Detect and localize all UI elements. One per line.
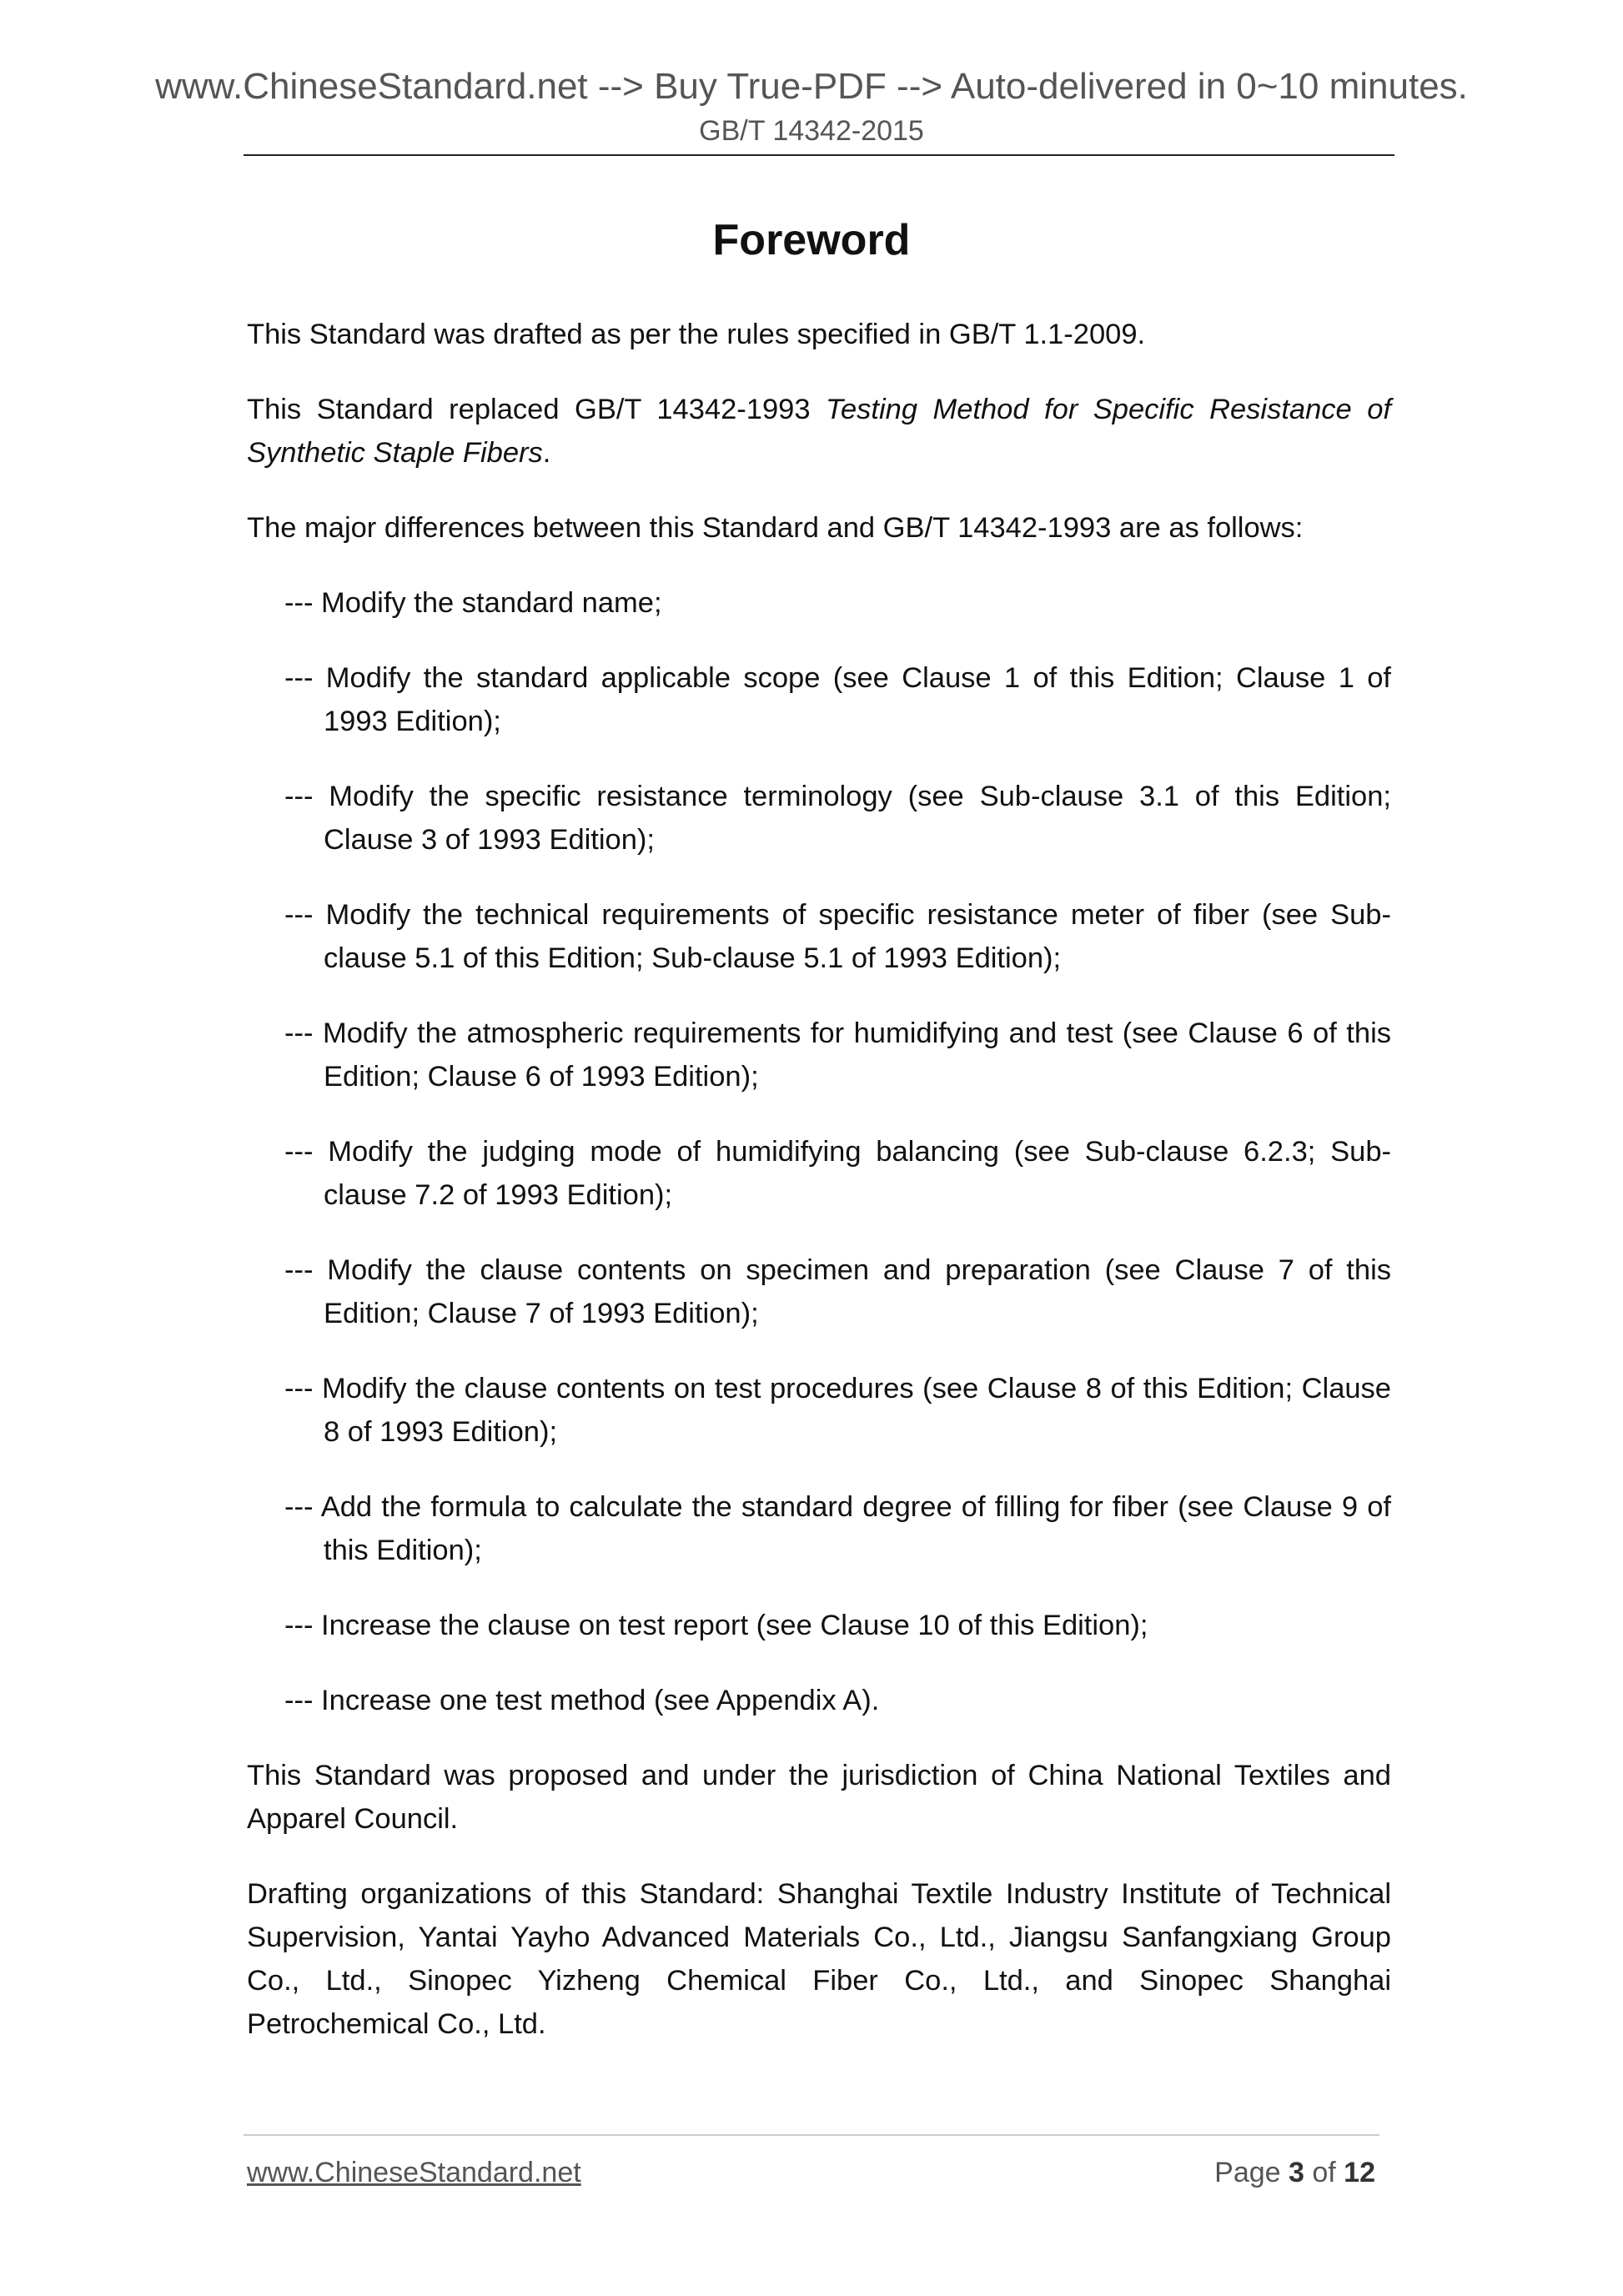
- replaced-standard-paragraph: [247, 388, 1391, 475]
- document-body: [247, 313, 1391, 2077]
- list-item: --- Modify the specific resistance terminology (see Sub-clause 3.1 of this Edition; Clause 3 of 1993 Edition);: [284, 781, 1391, 856]
- page-total: 12: [1344, 2157, 1375, 2188]
- differences-list: [247, 581, 1391, 1722]
- footer-divider: [244, 2134, 1379, 2136]
- list-item: --- Modify the standard applicable scope (see Clause 1 of this Edition; Clause 1 of 1993 Edition);: [284, 662, 1391, 737]
- list-item: --- Add the formula to calculate the standard degree of filling for fiber (see Clause 9 of this Edition);: [284, 1491, 1391, 1566]
- page-label: Page: [1214, 2157, 1289, 2188]
- list-item: --- Increase the clause on test report (see Clause 10 of this Edition);: [284, 1610, 1148, 1641]
- page-header: [0, 63, 1623, 150]
- list-item: --- Modify the clause contents on test procedures (see Clause 8 of this Edition; Clause 8 of 1993 Edition);: [284, 1373, 1391, 1448]
- jurisdiction-paragraph: This Standard was proposed and under the jurisdiction of China National Textiles and Apparel Council.: [247, 1760, 1391, 1835]
- page-of-label: of: [1304, 2157, 1344, 2188]
- header-standard-code: GB/T 14342-2015: [699, 115, 924, 147]
- list-item: --- Modify the technical requirements of specific resistance meter of fiber (see Sub-clause 5.1 of this Edition; Sub-clause 5.1 of 1993 Edition);: [284, 899, 1391, 974]
- list-item: --- Modify the judging mode of humidifying balancing (see Sub-clause 6.2.3; Sub-clause 7.2 of 1993 Edition);: [284, 1136, 1391, 1211]
- list-item: --- Modify the clause contents on specimen and preparation (see Clause 7 of this Edition; Clause 7 of 1993 Edition);: [284, 1254, 1391, 1329]
- replaced-standard-title: Testing Method for Specific Resistance of Synthetic Staple Fibers: [247, 394, 1391, 469]
- replaced-suffix-text: .: [542, 437, 551, 469]
- page-number: [1214, 2153, 1375, 2192]
- page-title: Foreword: [712, 216, 911, 264]
- replaced-prefix-text: This Standard replaced GB/T 14342-1993: [247, 394, 827, 425]
- differences-intro-paragraph: The major differences between this Standard and GB/T 14342-1993 are as follows:: [247, 512, 1304, 544]
- footer-website-link[interactable]: www.ChineseStandard.net: [247, 2157, 581, 2188]
- list-item: --- Modify the atmospheric requirements for humidifying and test (see Clause 6 of this Edition; Clause 6 of 1993 Edition);: [284, 1017, 1391, 1093]
- header-divider: [244, 154, 1394, 156]
- page-current: 3: [1289, 2157, 1304, 2188]
- drafting-organizations-paragraph: Drafting organizations of this Standard: Shanghai Textile Industry Institute of Technical Supervision, Yantai Yayho Advanced Materials Co., Ltd., Jiangsu Sanfangxiang Group Co., Ltd., Sinopec Yizheng Chemical Fiber Co., Ltd., and Sinopec Shanghai Petrochemical Co., Ltd.: [247, 1878, 1391, 2040]
- drafting-rules-paragraph: This Standard was drafted as per the rules specified in GB/T 1.1-2009.: [247, 319, 1146, 350]
- list-item: --- Increase one test method (see Appendix A).: [284, 1685, 880, 1716]
- header-banner: www.ChineseStandard.net --> Buy True-PDF --> Auto-delivered in 0~10 minutes.: [155, 66, 1468, 107]
- list-item: --- Modify the standard name;: [284, 587, 662, 619]
